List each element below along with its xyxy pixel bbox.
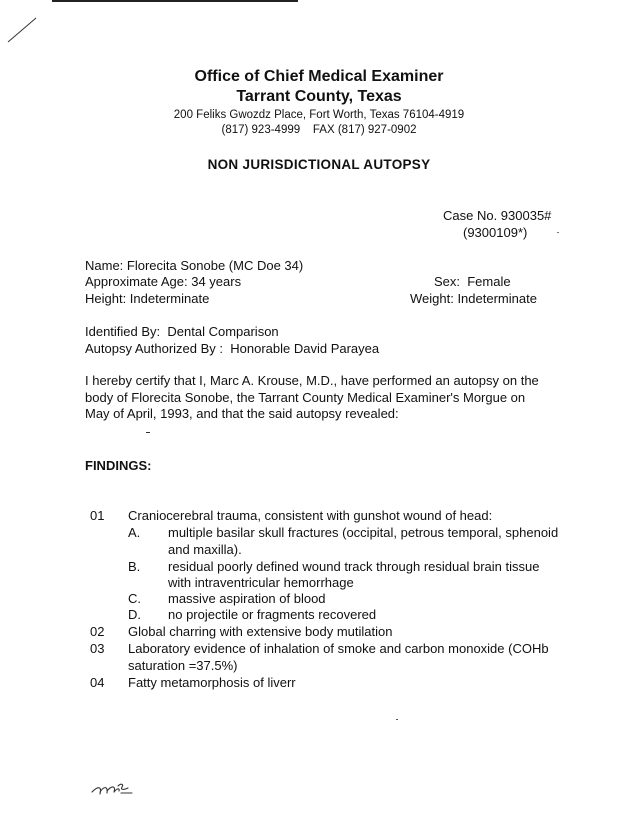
subject-name: Name: Florecita Sonobe (MC Doe 34) xyxy=(85,258,304,273)
finding-sub-letter: C. xyxy=(128,591,141,606)
finding-sub-text: and maxilla). xyxy=(168,542,242,557)
identified-by: Identified By: Dental Comparison xyxy=(85,324,279,339)
certification-line: I hereby certify that I, Marc A. Krouse, M.D., have performed an autopsy on the xyxy=(85,373,539,388)
case-number: Case No. 930035# xyxy=(443,208,552,223)
subject-age: Approximate Age: 34 years xyxy=(85,274,242,289)
findings-heading: FINDINGS: xyxy=(85,458,152,473)
finding-number: 02 xyxy=(90,624,105,639)
finding-sub-text: no projectile or fragments recovered xyxy=(168,607,377,622)
finding-number: 03 xyxy=(90,641,105,656)
certification-paragraph xyxy=(85,373,605,423)
handwritten-initials xyxy=(88,778,138,802)
office-title: Office of Chief Medical Examiner xyxy=(194,68,444,85)
office-phone: (817) 923-4999 FAX (817) 927-0902 xyxy=(221,124,417,136)
subject-height: Height: Indeterminate xyxy=(85,291,210,306)
finding-sub-text: massive aspiration of blood xyxy=(168,591,326,606)
county-title: Tarrant County, Texas xyxy=(236,88,402,105)
pen-stroke-mark xyxy=(0,0,60,50)
office-address: 200 Feliks Gwozdz Place, Fort Worth, Texas 76104-4919 xyxy=(173,109,465,121)
finding-text: Global charring with extensive body mutilation xyxy=(128,624,393,639)
finding-sub-letter: B. xyxy=(128,559,141,574)
finding-text: saturation =37.5%) xyxy=(128,658,238,673)
finding-text: Laboratory evidence of inhalation of smoke and carbon monoxide (COHb xyxy=(128,641,549,656)
finding-text: Craniocerebral trauma, consistent with gunshot wound of head: xyxy=(128,508,493,523)
subject-sex: Sex: Female xyxy=(434,274,511,289)
finding-number: 01 xyxy=(90,508,105,523)
finding-number: 04 xyxy=(90,675,105,690)
finding-sub-letter: D. xyxy=(128,607,141,622)
top-edge-rule xyxy=(52,0,298,2)
speck xyxy=(146,432,150,433)
finding-sub-text: residual poorly defined wound track through residual brain tissue xyxy=(168,559,540,574)
speck xyxy=(396,719,398,720)
certification-line: body of Florecita Sonobe, the Tarrant County Medical Examiner's Morgue on xyxy=(85,389,526,405)
authorized-by: Autopsy Authorized By : Honorable David Parayea xyxy=(85,341,380,356)
speck xyxy=(557,232,559,233)
finding-sub-letter: A. xyxy=(128,525,141,540)
finding-sub-text: multiple basilar skull fractures (occipital, petrous temporal, sphenoid xyxy=(168,525,559,540)
case-alt-number: (9300109*) xyxy=(463,225,528,240)
document-type: NON JURISDICTIONAL AUTOPSY xyxy=(207,157,431,172)
subject-weight: Weight: Indeterminate xyxy=(410,291,537,306)
finding-sub-text: with intraventricular hemorrhage xyxy=(168,575,354,590)
certification-line: May of April, 1993, and that the said autopsy revealed: xyxy=(85,406,399,421)
finding-text: Fatty metamorphosis of liverr xyxy=(128,675,296,690)
